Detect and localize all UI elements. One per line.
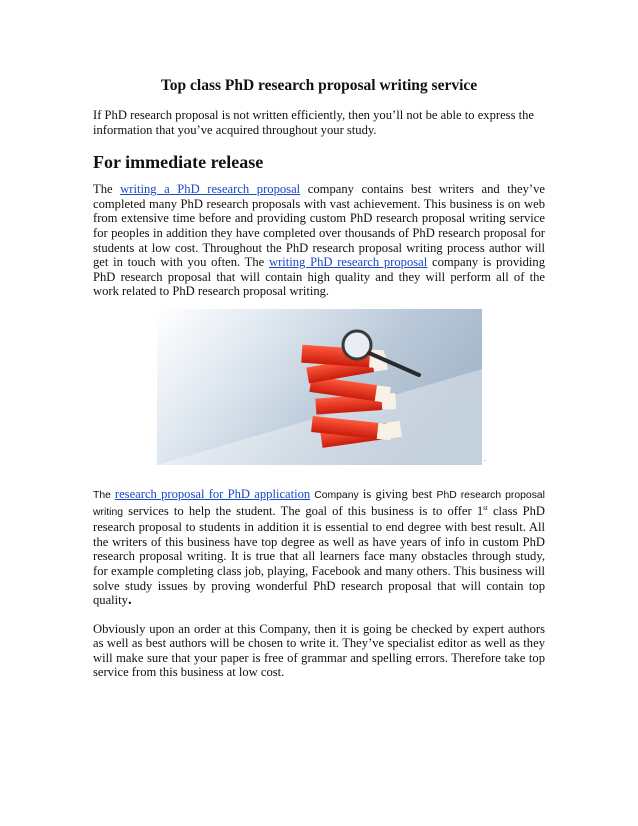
section-heading: For immediate release [93, 152, 264, 173]
text-run: The [93, 182, 121, 197]
research-proposal-phd-application-link[interactable]: research proposal for PhD application [114, 486, 311, 501]
folders-illustration [157, 309, 486, 465]
red-folders-magnifier-icon [157, 309, 482, 465]
body-paragraph-1 [93, 182, 545, 299]
document-page [93, 76, 545, 680]
writing-phd-proposal-link[interactable]: writing a PhD research proposal [120, 182, 301, 197]
writing-phd-research-proposal-link[interactable]: writing PhD research proposal [268, 255, 428, 270]
figure-marker: . [484, 453, 486, 463]
intro-paragraph: If PhD research proposal is not written efficiently, then you’ll not be able to express the information that you’ve acquired throughout your study. [93, 108, 535, 137]
text-run: services to help the student. The goal of this business is to offer 1 [123, 503, 484, 518]
body-paragraph-2 [93, 487, 545, 608]
text-run: company contains best writers and they’ve completed many PhD research proposals with vast achievement. This business is on web from extensive time before and providing custom PhD research proposal writing service for peoples in addition they have completed over thousands of PhD research proposal for students at low cost. Throughout the PhD research proposal writing process author will get in touch with you often. The [93, 182, 546, 270]
document-title: Top class PhD research proposal writing service [160, 77, 478, 94]
text-run: Company [310, 489, 359, 501]
text-run: The [93, 489, 115, 501]
text-run: PhD research proposal writing [93, 489, 545, 518]
superscript: st [483, 503, 488, 512]
body-paragraph-3: Obviously upon an order at this Company, then it is going be checked by expert authors as well as best authors will be chosen to write it. They’ve specialist editor as well as they will make sure that your paper is free of grammar and spelling errors. Therefore take top service from this business at low cost. [93, 621, 545, 680]
text-run: company is providing PhD research proposal that will contain high quality and they will perform all of the work related to PhD research proposal writing. [93, 255, 546, 299]
text-run: . [127, 592, 132, 609]
text-run: is giving best [358, 486, 437, 501]
text-run: class PhD research proposal to students in addition it is essential to end degree with best result. All the writers of this business have top degree as well as have years of info in custom PhD research proposal writing. It is true that all learners face many obstacles through study, for example completing class job, playing, Facebook and many others. This business will solve study issues by proving wonderful PhD research proposal that will contain top quality [93, 503, 545, 608]
